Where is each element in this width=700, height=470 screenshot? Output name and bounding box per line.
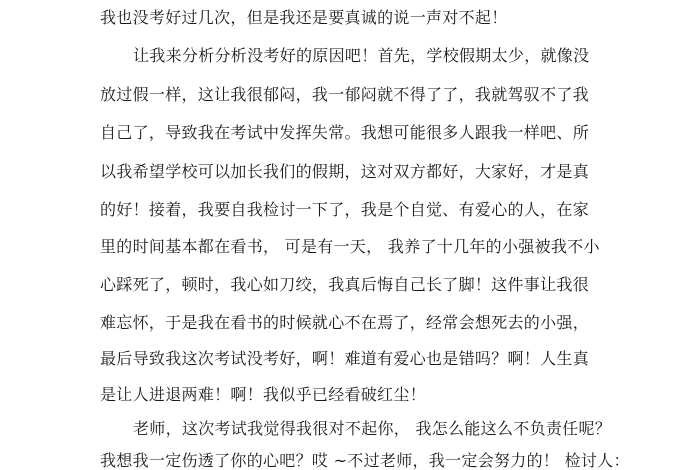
text-line: 我想我一定伤透了你的心吧？哎 ~不过老师，我一定会努力的！ 检讨人： xyxy=(100,451,630,470)
text-line: 让我来分析分析没考好的原因吧！首先，学校假期太少，就像没 xyxy=(133,46,590,65)
text-line: 以我希望学校可以加长我们的假期，这对双方都好，大家好，才是真 xyxy=(100,162,590,181)
text-line: 的好！接着，我要自我检讨一下了，我是个自觉、有爱心的人，在家 xyxy=(100,200,590,219)
text-line: 最后导致我这次考试没考好，啊！难道有爱心也是错吗？啊！人生真 xyxy=(100,349,590,368)
text-line: 自己了，导致我在考试中发挥失常。我想可能很多人跟我一样吧、所 xyxy=(100,123,590,142)
text-line: 心踩死了，顿时，我心如刀绞，我真后悔自己长了脚！这件事让我很 xyxy=(100,275,590,294)
text-line: 里的时间基本都在看书， 可是有一天， 我养了十几年的小强被我不小 xyxy=(100,237,600,256)
text-line: 老师，这次考试我觉得我很对不起你， 我怎么能这么不负责任呢？ xyxy=(133,419,612,438)
text-line: 是让人进退两难！啊！我似乎已经看破红尘！ xyxy=(100,385,427,404)
text-line: 我也没考好过几次，但是我还是要真诚的说一声对不起！ xyxy=(100,8,508,27)
text-line: 放过假一样，这让我很郁闷，我一郁闷就不得了了，我就驾驭不了我 xyxy=(100,85,590,104)
text-line: 难忘怀，于是我在看书的时候就心不在焉了，经常会想死去的小强， xyxy=(100,313,590,332)
